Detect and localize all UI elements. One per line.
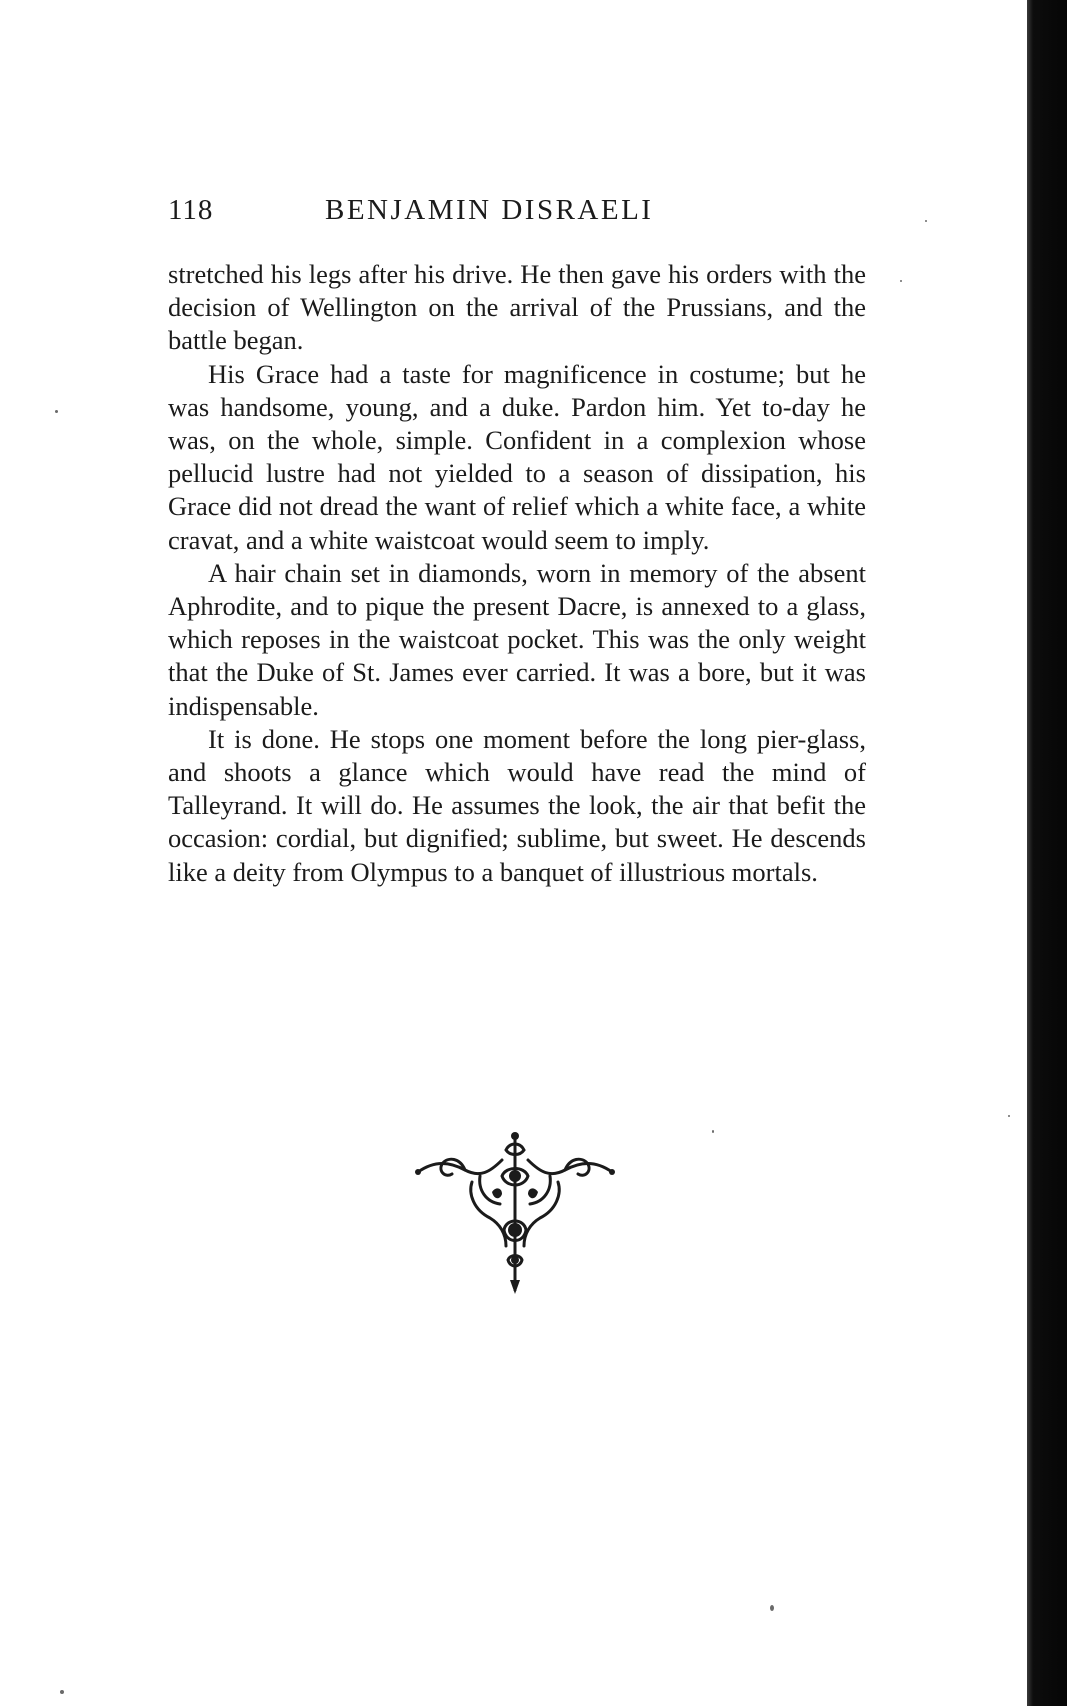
running-head [168,194,868,234]
floral-tailpiece-ornament-icon [410,1130,620,1295]
body-text [168,258,866,889]
binding-edge [1027,0,1067,1706]
paragraph: A hair chain set in diamonds, worn in memory of the absent Aphrodite, and to pique the present Dacre, is annexed to a glass, which reposes in the waistcoat pocket. This was the only weight that the Duke of St. James ever carried. It was a bore, but it was indispensable. [168,557,866,721]
paper-speck [925,220,927,222]
paper-speck [900,280,902,282]
paper-speck [1008,1115,1010,1117]
paragraph: His Grace had a taste for magnificence in costume; but he was handsome, young, and a duke. Pardon him. Yet to-day he was, on the whole, simple. Confident in a complexion whose pellucid lustre had not yielded to a season of dissipation, his Grace did not dread the want of relief which a white face, a white cravat, and a white waistcoat would seem to imply. [168,358,866,555]
paper-speck [55,410,58,413]
paper-speck [770,1605,774,1611]
running-title: BENJAMIN DISRAELI [325,194,654,226]
page-number: 118 [168,194,214,226]
paper-speck [712,1130,714,1133]
paper-speck [60,1690,64,1694]
paragraph: stretched his legs after his drive. He then gave his orders with the decision of Wellington on the arrival of the Prussians, and the battle began. [168,259,866,356]
paragraph: It is done. He stops one moment before the long pier-glass, and shoots a glance which would have read the mind of Talleyrand. It will do. He assumes the look, the air that befit the occasion: cordial, but dignified; sublime, but sweet. He descends like a deity from Olympus to a banquet of illustrious mortals. [168,723,866,887]
